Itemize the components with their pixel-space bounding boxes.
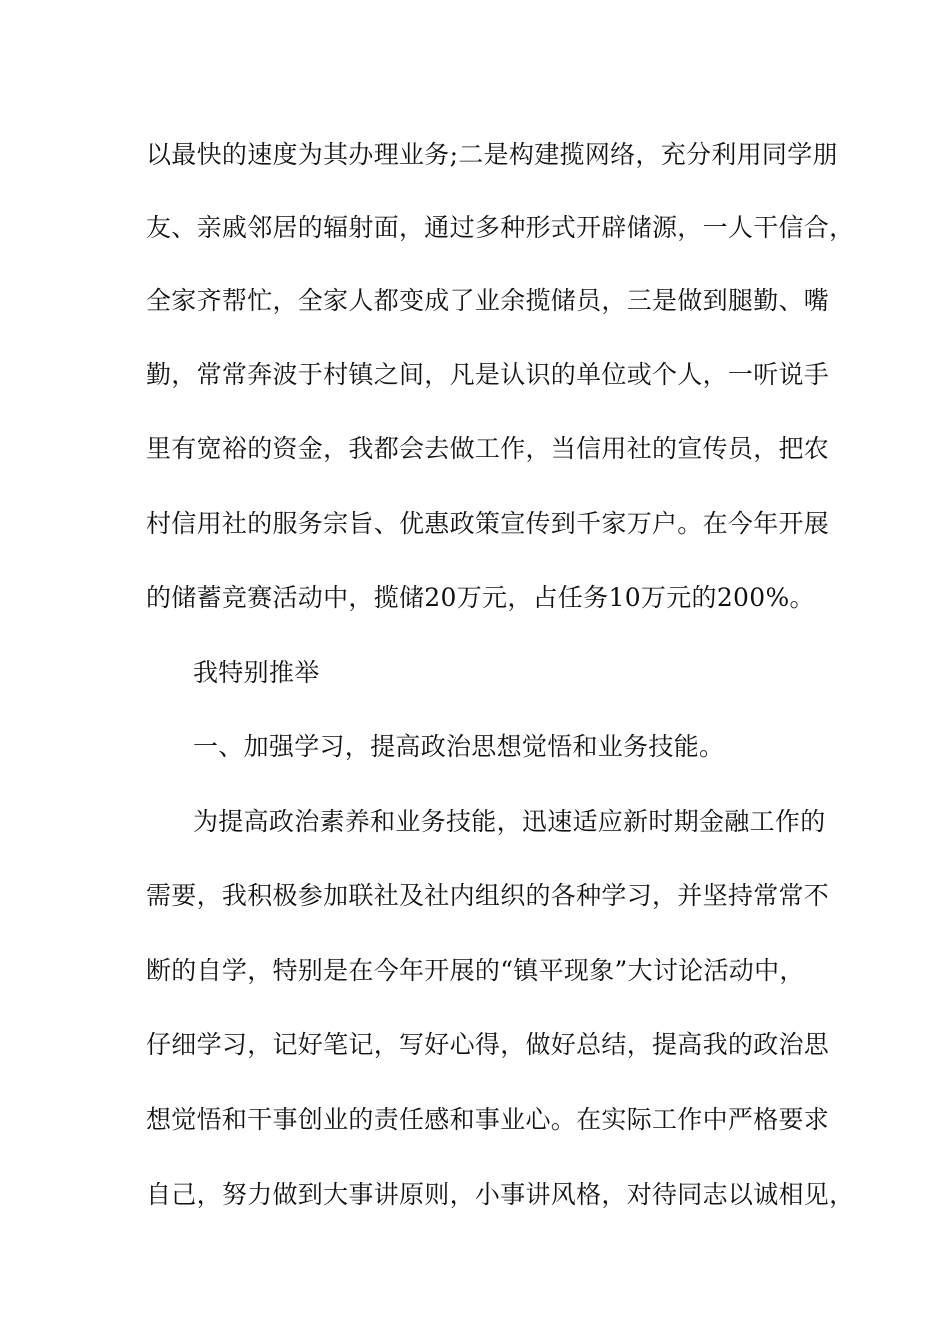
body-text-line: 以最快的速度为其办理业务;二是构建揽网络，充分利用同学朋 <box>146 140 838 169</box>
body-text-line: 里有宽裕的资金，我都会去做工作，当信用社的宣传员，把农 <box>146 434 830 463</box>
body-text-line: 断的自学，特别是在今年开展的“镇平现象”大讨论活动中， <box>146 956 805 985</box>
body-text-line: 想觉悟和干事创业的责任感和事业心。在实际工作中严格要求 <box>146 1105 830 1134</box>
body-text-line: 勤，常常奔波于村镇之间，凡是认识的单位或个人，一听说手 <box>146 360 830 389</box>
body-text-line: 的储蓄竞赛活动中，揽储20万元，占任务10万元的200%。 <box>146 583 815 612</box>
body-text-line: 全家齐帮忙，全家人都变成了业余揽储员，三是做到腿勤、嘴 <box>146 286 830 315</box>
body-text-line: 仔细学习，记好笔记，写好心得，做好总结，提高我的政治思 <box>146 1030 830 1059</box>
body-text-line: 为提高政治素养和业务技能，迅速适应新时期金融工作的 <box>193 807 826 836</box>
body-text-line: 友、亲戚邻居的辐射面，通过多种形式开辟储源，一人干信合， <box>146 213 855 242</box>
section-heading: 一、加强学习，提高政治思想觉悟和业务技能。 <box>193 732 725 761</box>
paragraph-heading: 我特别推举 <box>193 658 320 687</box>
body-text-line: 村信用社的服务宗旨、优惠政策宣传到千家万户。在今年开展 <box>146 509 830 538</box>
body-text-line: 自己，努力做到大事讲原则，小事讲风格，对待同志以诚相见， <box>146 1180 855 1209</box>
body-text-line: 需要，我积极参加联社及社内组织的各种学习，并坚持常常不 <box>146 881 830 910</box>
